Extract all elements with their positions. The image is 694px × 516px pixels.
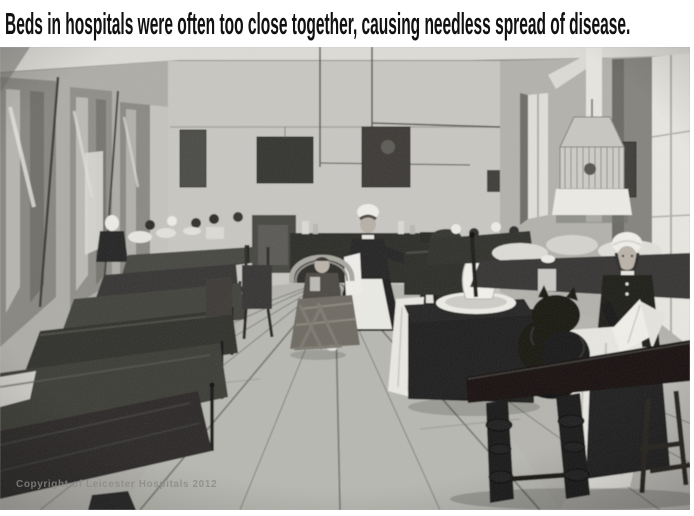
ward-photograph (0, 47, 690, 510)
ward-photo-frame (0, 47, 690, 510)
photo-caption: Beds in hospitals were often too close together, causing needless spread of disease. (5, 6, 631, 41)
copyright-watermark: Copyright of Leicester Hospitals 2012 (16, 479, 218, 490)
film-grain-overlay (0, 47, 690, 510)
